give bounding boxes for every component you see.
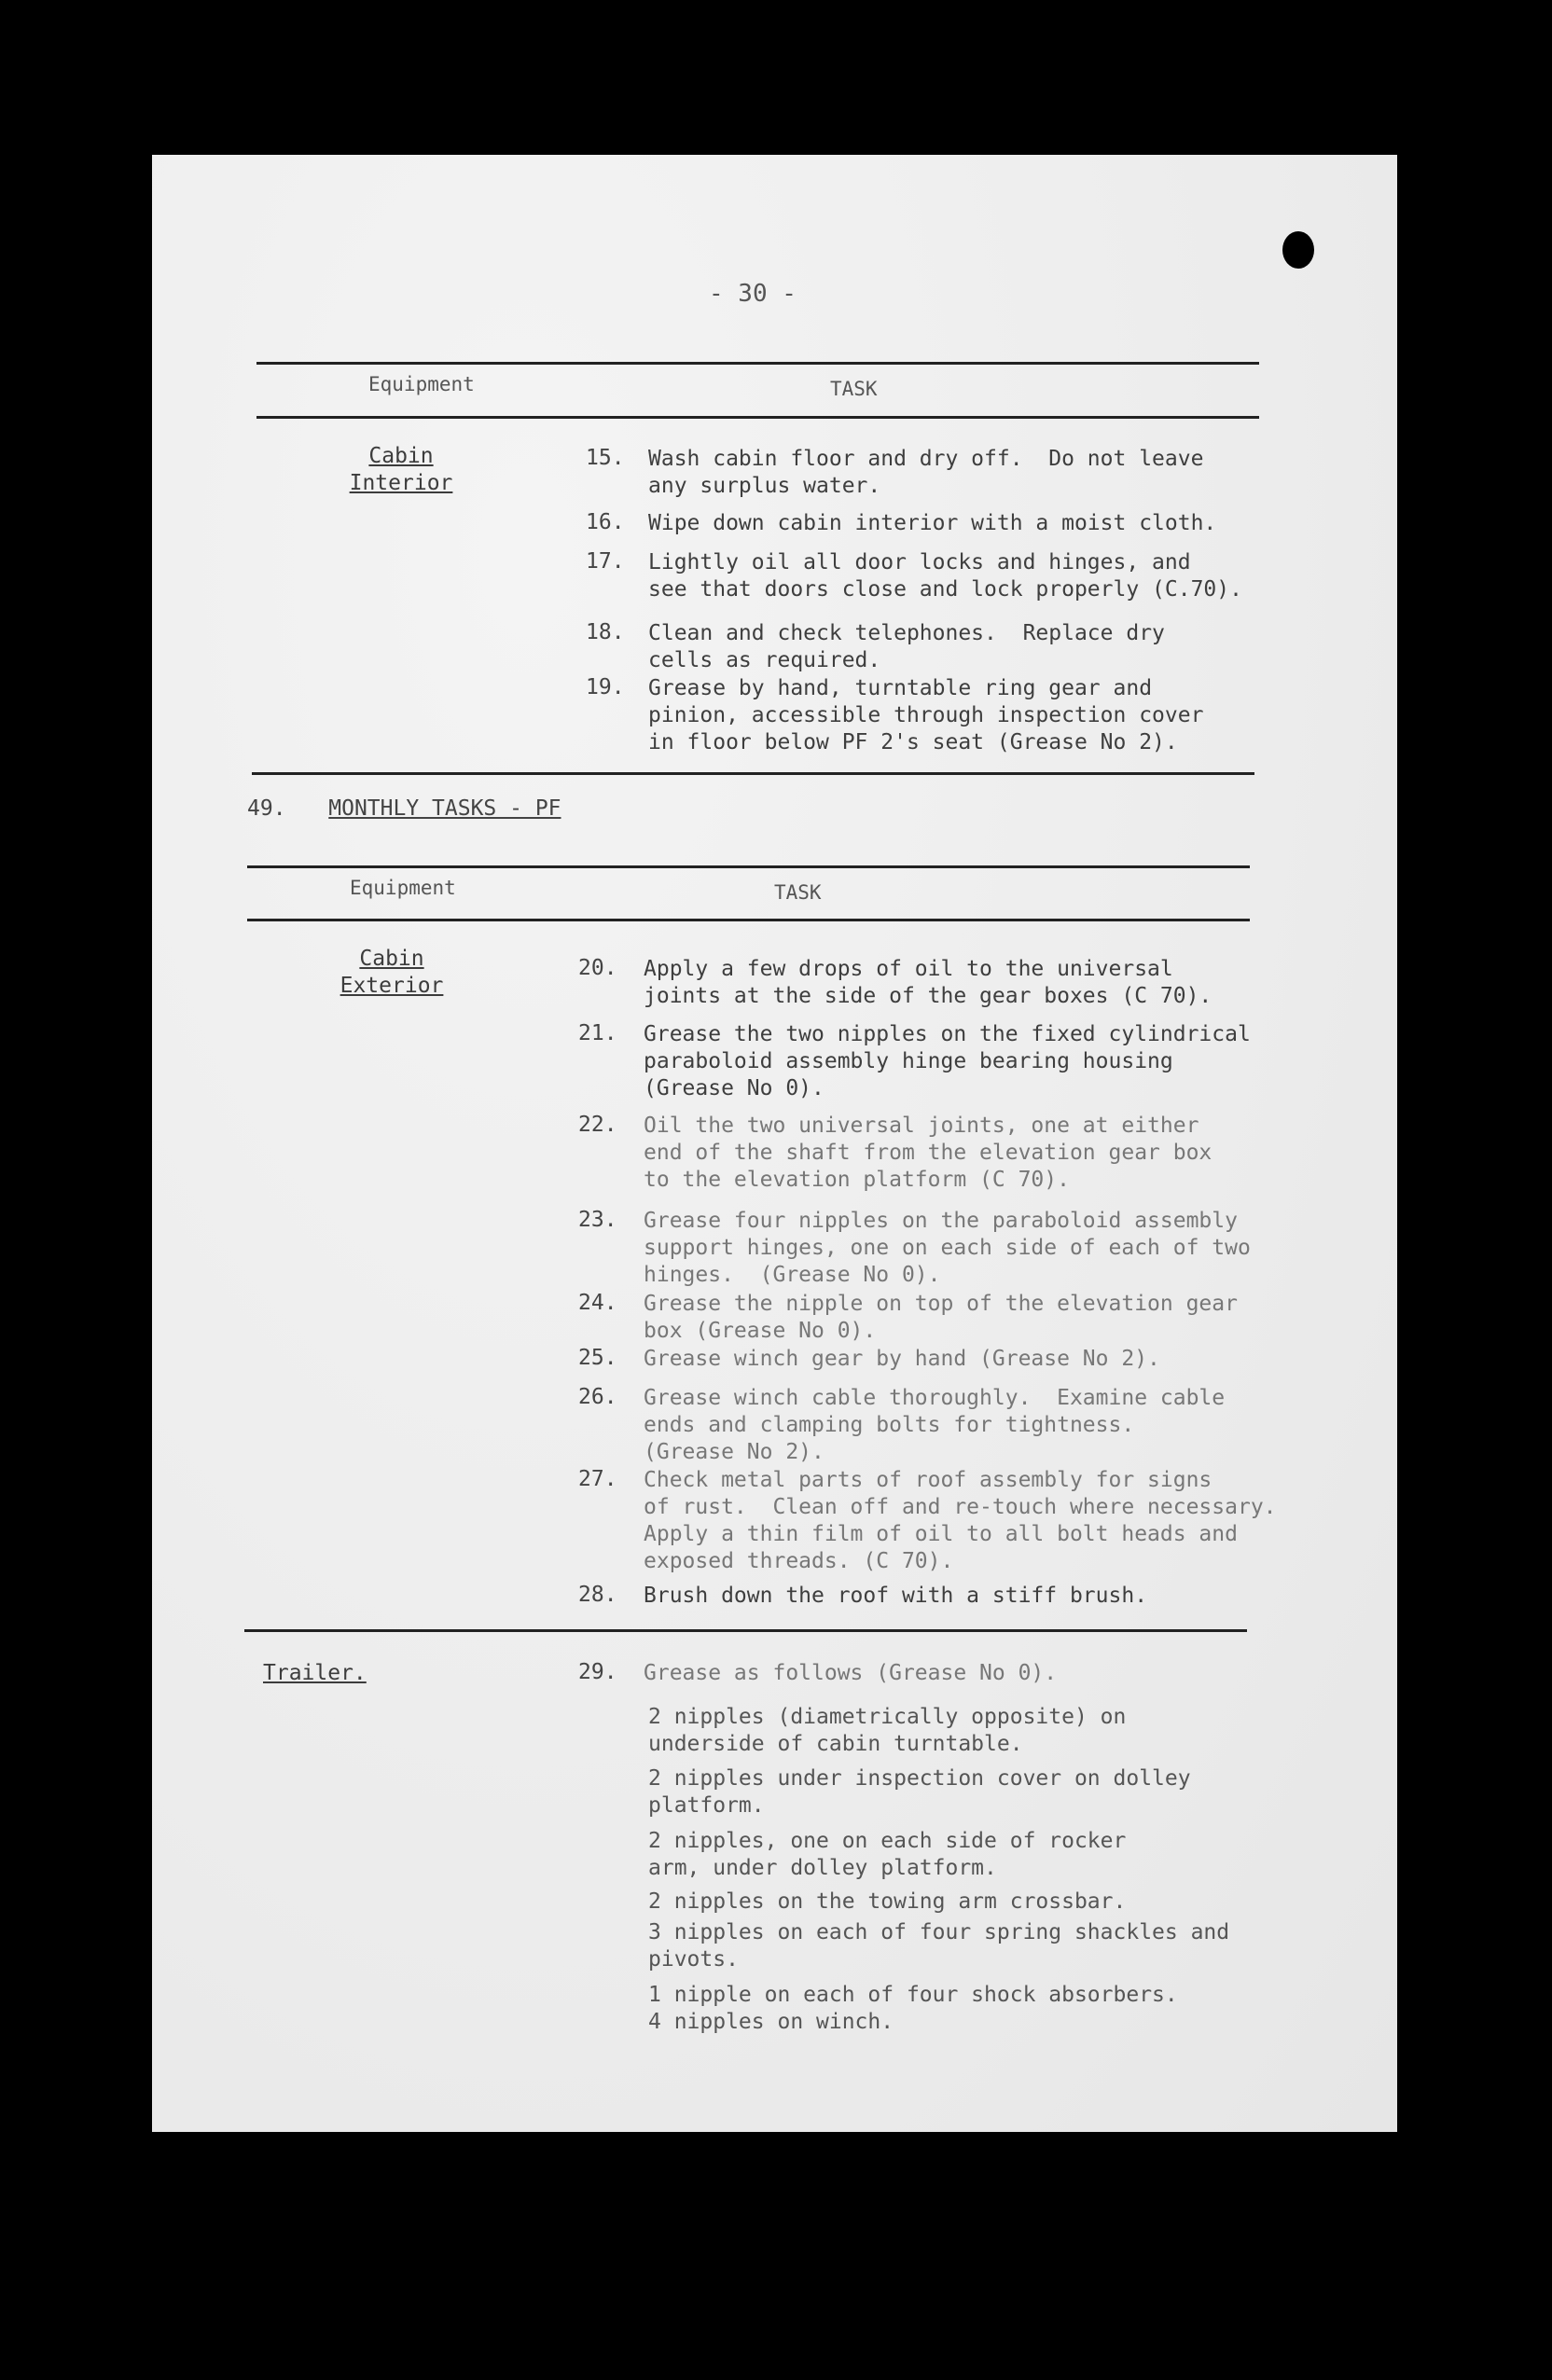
section-heading	[247, 796, 561, 821]
task-text: Wipe down cabin interior with a moist cloth.	[648, 511, 1217, 535]
task-number: 25.	[578, 1346, 617, 1370]
punch-hole	[1282, 231, 1314, 269]
task-number: 29.	[578, 1660, 617, 1684]
task-number: 22.	[578, 1113, 617, 1137]
task-number: 23.	[578, 1208, 617, 1232]
task-number: 27.	[578, 1467, 617, 1491]
table2-equipment	[326, 946, 457, 1000]
task-text: Grease winch gear by hand (Grease No 2).	[644, 1347, 1160, 1371]
task-number: 15.	[586, 446, 625, 470]
task-text: Grease the two nipples on the fixed cylindrical paraboloid assembly hinge bearing housing (Grease No 0).	[644, 1022, 1251, 1100]
task-number: 19.	[586, 675, 625, 699]
task-number: 28.	[578, 1583, 617, 1607]
task-number: 24.	[578, 1291, 617, 1315]
task-text: Grease by hand, turntable ring gear and pinion, accessible through inspection cover in floor below PF 2's seat (Grease No 2).	[648, 676, 1204, 754]
trailer-item: 2 nipples, one on each side of rocker arm, under dolley platform.	[648, 1829, 1127, 1880]
task-number: 21.	[578, 1021, 617, 1045]
task-text: Brush down the roof with a stiff brush.	[644, 1584, 1148, 1608]
table1-header-equipment: Equipment	[368, 373, 475, 395]
page-number: - 30 -	[709, 280, 797, 308]
task-number: 26.	[578, 1385, 617, 1409]
task-number: 17.	[586, 549, 625, 574]
task-text: Lightly oil all door locks and hinges, and see that doors close and lock properly (C.70).	[648, 550, 1242, 602]
table1-equipment	[336, 443, 466, 497]
trailer-item: 2 nipples under inspection cover on dolley platform.	[648, 1766, 1191, 1818]
task-text: Apply a few drops of oil to the universal joints at the side of the gear boxes (C 70).	[644, 957, 1212, 1008]
equipment-line: Cabin	[368, 444, 434, 468]
table1-top-rule	[256, 362, 1259, 365]
section-number: 49.	[247, 796, 286, 821]
task-number: 18.	[586, 620, 625, 644]
equipment-line: Exterior	[340, 974, 444, 998]
task-text: Oil the two universal joints, one at either end of the shaft from the elevation gear box to the elevation platform (C 70).	[644, 1114, 1212, 1192]
trailer-item: 2 nipples (diametrically opposite) on underside of cabin turntable.	[648, 1705, 1127, 1756]
task-text: Clean and check telephones. Replace dry cells as required.	[648, 621, 1165, 672]
equipment-line: Cabin	[359, 947, 424, 971]
task-text: Grease winch cable thoroughly. Examine cable ends and clamping bolts for tightness. (Grease No 2).	[644, 1386, 1226, 1464]
table2-header-equipment: Equipment	[350, 877, 456, 899]
task-text: Grease four nipples on the paraboloid assembly support hinges, one on each side of each of two hinges. (Grease No 0).	[644, 1209, 1251, 1287]
trailer-equipment: Trailer.	[263, 1661, 367, 1685]
trailer-item: 2 nipples on the towing arm crossbar.	[648, 1889, 1127, 1914]
trailer-intro: Grease as follows (Grease No 0).	[644, 1661, 1058, 1685]
table2-top-rule	[247, 865, 1250, 868]
table1-bottom-rule	[252, 772, 1254, 775]
table1-header-task: TASK	[830, 378, 878, 400]
trailer-item: 4 nipples on winch.	[648, 2010, 894, 2034]
task-text: Check metal parts of roof assembly for signs of rust. Clean off and re-touch where necessary. Apply a thin film of oil to all bolt heads and exposed threads. (C 70).	[644, 1468, 1277, 1573]
equipment-line: Interior	[349, 471, 453, 495]
table2-header-rule	[247, 919, 1250, 921]
table1-header-rule	[256, 416, 1259, 419]
trailer-item: 3 nipples on each of four spring shackles and pivots.	[648, 1920, 1230, 1972]
task-number: 20.	[578, 956, 617, 980]
section-title: MONTHLY TASKS - PF	[328, 796, 561, 821]
trailer-item: 1 nipple on each of four shock absorbers.	[648, 1983, 1178, 2007]
task-text: Grease the nipple on top of the elevation gear box (Grease No 0).	[644, 1292, 1238, 1343]
task-text: Wash cabin floor and dry off. Do not leave any surplus water.	[648, 447, 1204, 498]
task-number: 16.	[586, 510, 625, 534]
table2-bottom-rule	[244, 1629, 1247, 1632]
table2-header-task: TASK	[774, 881, 822, 904]
